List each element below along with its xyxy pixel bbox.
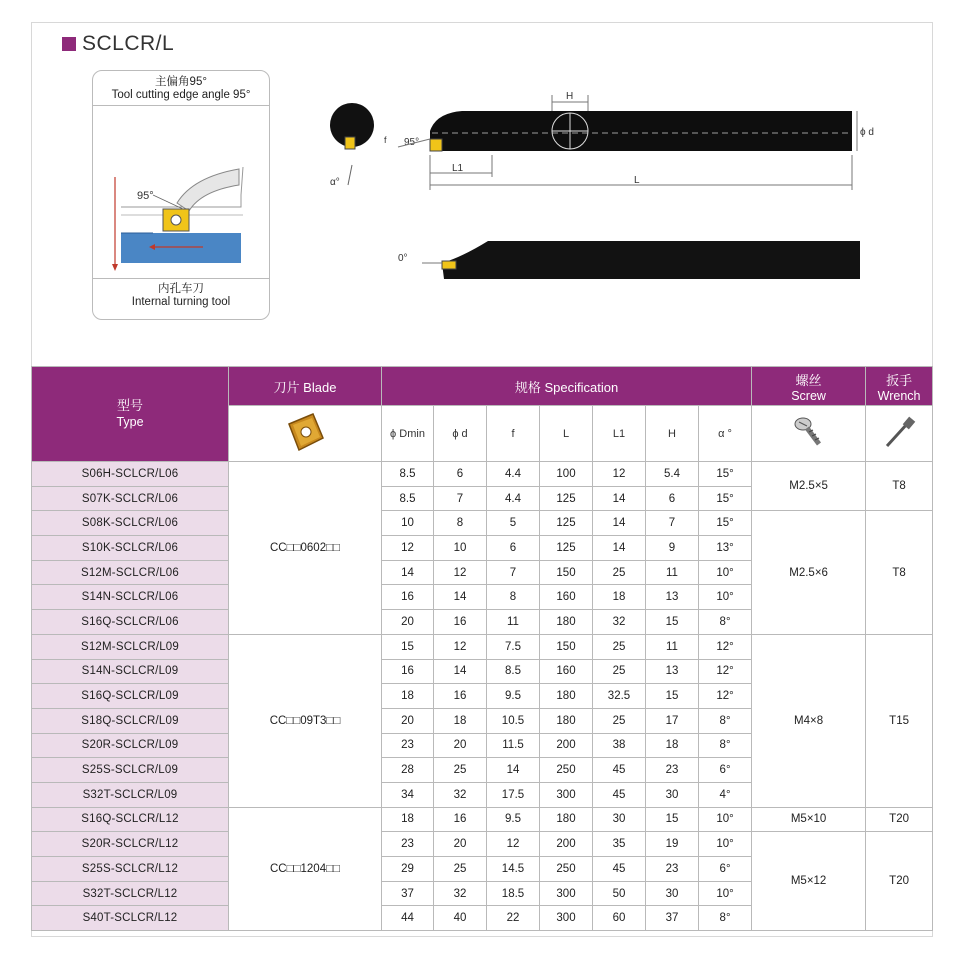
- type-cell: S06H-SCLCR/L06: [32, 462, 229, 487]
- spec-value-cell: 6: [434, 462, 487, 487]
- spec-value-cell: 8.5: [382, 486, 434, 511]
- wrench-header-cn: 扳手: [886, 372, 913, 388]
- angle-95-label: 95°: [404, 137, 420, 148]
- wrench-cell: T15: [866, 634, 933, 807]
- spec-value-cell: 15: [382, 634, 434, 659]
- screw-cell: M4×8: [752, 634, 866, 807]
- spec-value-cell: 10°: [699, 585, 752, 610]
- wrench-icon: [879, 412, 919, 452]
- spec-value-cell: 19: [646, 832, 699, 857]
- spec-value-cell: 25: [593, 560, 646, 585]
- spec-value-cell: 300: [540, 881, 593, 906]
- spec-value-cell: 8: [487, 585, 540, 610]
- spec-value-cell: 150: [540, 560, 593, 585]
- spec-value-cell: 12: [434, 634, 487, 659]
- panel-divider-top: [93, 105, 269, 106]
- screw-image: [752, 406, 866, 462]
- spec-value-cell: 6°: [699, 857, 752, 882]
- type-cell: S14N-SCLCR/L06: [32, 585, 229, 610]
- wrench-cell: T8: [866, 511, 933, 634]
- spec-value-cell: 30: [593, 807, 646, 832]
- spec-value-cell: 10°: [699, 881, 752, 906]
- spec-value-cell: 35: [593, 832, 646, 857]
- spec-value-cell: 6°: [699, 758, 752, 783]
- type-cell: S16Q-SCLCR/L09: [32, 684, 229, 709]
- type-cell: S08K-SCLCR/L06: [32, 511, 229, 536]
- spec-value-cell: 4.4: [487, 462, 540, 487]
- wrench-image: [866, 406, 933, 462]
- screw-cell: M2.5×5: [752, 462, 866, 511]
- blade-cell: CC□□09T3□□: [229, 634, 382, 807]
- spec-value-cell: 11: [646, 634, 699, 659]
- col-h: H: [646, 406, 699, 462]
- table-row: [32, 832, 933, 857]
- spec-value-cell: 25: [434, 758, 487, 783]
- spec-value-cell: 160: [540, 659, 593, 684]
- spec-value-cell: 40: [434, 906, 487, 931]
- spec-value-cell: 7: [487, 560, 540, 585]
- spec-value-cell: 200: [540, 733, 593, 758]
- type-header-cn: 型号: [116, 398, 143, 413]
- spec-value-cell: 16: [382, 659, 434, 684]
- type-header: [32, 367, 229, 462]
- screw-header-cn: 螺丝: [795, 372, 822, 388]
- spec-value-cell: 16: [434, 807, 487, 832]
- spec-value-cell: 125: [540, 511, 593, 536]
- tool-type-cn: 内孔车刀: [158, 283, 204, 295]
- spec-value-cell: 18: [593, 585, 646, 610]
- screw-cell: M2.5×6: [752, 511, 866, 634]
- spec-value-cell: 45: [593, 782, 646, 807]
- spec-value-cell: 25: [434, 857, 487, 882]
- spec-value-cell: 250: [540, 758, 593, 783]
- type-cell: S20R-SCLCR/L09: [32, 733, 229, 758]
- title-marker: [62, 37, 76, 51]
- spec-value-cell: 32: [434, 782, 487, 807]
- spec-value-cell: 23: [382, 733, 434, 758]
- col-d: ϕ d: [434, 406, 487, 462]
- type-cell: S20R-SCLCR/L12: [32, 832, 229, 857]
- spec-value-cell: 18: [434, 708, 487, 733]
- spec-value-cell: 12°: [699, 634, 752, 659]
- col-dmin: ϕ Dmin: [382, 406, 434, 462]
- spec-value-cell: 14: [593, 536, 646, 561]
- spec-value-cell: 5.4: [646, 462, 699, 487]
- spec-value-cell: 14: [593, 511, 646, 536]
- spec-value-cell: 23: [382, 832, 434, 857]
- spec-value-cell: 5: [487, 511, 540, 536]
- spec-value-cell: 17: [646, 708, 699, 733]
- spec-value-cell: 180: [540, 684, 593, 709]
- screw-cell: M5×12: [752, 832, 866, 931]
- boring-bar-body: [430, 111, 852, 151]
- spec-value-cell: 16: [382, 585, 434, 610]
- spec-value-cell: 15°: [699, 462, 752, 487]
- spec-value-cell: 8.5: [382, 462, 434, 487]
- screw-header: [752, 367, 866, 406]
- spec-value-cell: 14: [382, 560, 434, 585]
- spec-value-cell: 14: [434, 585, 487, 610]
- spec-value-cell: 200: [540, 832, 593, 857]
- spec-value-cell: 12°: [699, 684, 752, 709]
- table-row: [32, 511, 933, 536]
- internal-turning-illustration: [93, 107, 269, 277]
- spec-value-cell: 25: [593, 708, 646, 733]
- col-f: f: [487, 406, 540, 462]
- spec-value-cell: 45: [593, 758, 646, 783]
- spec-value-cell: 29: [382, 857, 434, 882]
- spec-value-cell: 37: [646, 906, 699, 931]
- blade-header: 刀片 Blade: [229, 367, 382, 406]
- spec-value-cell: 9.5: [487, 684, 540, 709]
- spec-value-cell: 25: [593, 634, 646, 659]
- spec-value-cell: 11.5: [487, 733, 540, 758]
- panel-divider-bottom: [93, 278, 269, 279]
- table-row: [32, 634, 933, 659]
- spec-value-cell: 10: [382, 511, 434, 536]
- spec-value-cell: 37: [382, 881, 434, 906]
- spec-value-cell: 8°: [699, 733, 752, 758]
- spec-value-cell: 20: [382, 708, 434, 733]
- h-dimension-label: H: [566, 91, 574, 102]
- type-cell: S25S-SCLCR/L09: [32, 758, 229, 783]
- col-l: L: [540, 406, 593, 462]
- blade-cell: CC□□1204□□: [229, 807, 382, 930]
- side-view-insert: [442, 261, 456, 269]
- boring-bar-drawing: [312, 85, 892, 295]
- spec-value-cell: 300: [540, 782, 593, 807]
- spec-value-cell: 34: [382, 782, 434, 807]
- end-view-insert: [345, 137, 355, 149]
- spec-value-cell: 11: [646, 560, 699, 585]
- spec-value-cell: 14: [487, 758, 540, 783]
- angle-caption-cn: 主偏角95°: [155, 76, 207, 88]
- spec-value-cell: 30: [646, 782, 699, 807]
- boring-bar-side-view: [442, 241, 860, 279]
- table-row: [32, 807, 933, 832]
- spec-value-cell: 44: [382, 906, 434, 931]
- spec-value-cell: 10: [434, 536, 487, 561]
- specification-header: 规格 Specification: [382, 367, 752, 406]
- spec-value-cell: 160: [540, 585, 593, 610]
- spec-value-cell: 18: [382, 684, 434, 709]
- spec-value-cell: 150: [540, 634, 593, 659]
- spec-value-cell: 300: [540, 906, 593, 931]
- spec-value-cell: 10.5: [487, 708, 540, 733]
- spec-value-cell: 32: [593, 610, 646, 635]
- spec-value-cell: 28: [382, 758, 434, 783]
- spec-value-cell: 15°: [699, 511, 752, 536]
- spec-value-cell: 14: [593, 486, 646, 511]
- spec-value-cell: 18: [646, 733, 699, 758]
- spec-value-cell: 8°: [699, 708, 752, 733]
- spec-value-cell: 100: [540, 462, 593, 487]
- spec-value-cell: 8°: [699, 610, 752, 635]
- table-row: [32, 462, 933, 487]
- blade-insert-icon: [283, 410, 327, 454]
- spec-value-cell: 12: [434, 560, 487, 585]
- spec-value-cell: 4°: [699, 782, 752, 807]
- spec-value-cell: 20: [434, 733, 487, 758]
- spec-value-cell: 45: [593, 857, 646, 882]
- spec-value-cell: 8.5: [487, 659, 540, 684]
- cutting-insert: [430, 139, 442, 151]
- spec-value-cell: 30: [646, 881, 699, 906]
- spec-value-cell: 12: [593, 462, 646, 487]
- panel-angle-label: 95°: [137, 190, 154, 202]
- col-alpha: α °: [699, 406, 752, 462]
- spec-value-cell: 12: [487, 832, 540, 857]
- spec-value-cell: 180: [540, 807, 593, 832]
- specification-rows: [32, 462, 933, 931]
- spec-value-cell: 13: [646, 659, 699, 684]
- spec-value-cell: 4.4: [487, 486, 540, 511]
- spec-value-cell: 23: [646, 758, 699, 783]
- spec-value-cell: 180: [540, 610, 593, 635]
- zero-angle-label: 0°: [398, 253, 408, 264]
- wrench-cell: T8: [866, 462, 933, 511]
- spec-value-cell: 50: [593, 881, 646, 906]
- type-cell: S16Q-SCLCR/L06: [32, 610, 229, 635]
- type-cell: S40T-SCLCR/L12: [32, 906, 229, 931]
- spec-value-cell: 14: [434, 659, 487, 684]
- spec-value-cell: 15°: [699, 486, 752, 511]
- f-label: f: [384, 135, 387, 145]
- spec-value-cell: 14.5: [487, 857, 540, 882]
- col-l1: L1: [593, 406, 646, 462]
- spec-value-cell: 16: [434, 684, 487, 709]
- spec-value-cell: 60: [593, 906, 646, 931]
- spec-value-cell: 8: [434, 511, 487, 536]
- screw-icon: [789, 412, 829, 452]
- type-cell: S12M-SCLCR/L09: [32, 634, 229, 659]
- spec-value-cell: 16: [434, 610, 487, 635]
- spec-value-cell: 17.5: [487, 782, 540, 807]
- wrench-header-en: Wrench: [877, 388, 921, 403]
- specification-table: [31, 366, 933, 931]
- spec-value-cell: 15: [646, 807, 699, 832]
- spec-value-cell: 12°: [699, 659, 752, 684]
- spec-value-cell: 13°: [699, 536, 752, 561]
- title-row: [62, 32, 174, 56]
- type-cell: S18Q-SCLCR/L09: [32, 708, 229, 733]
- screw-header-en: Screw: [791, 388, 826, 403]
- spec-value-cell: 12: [382, 536, 434, 561]
- tool-type-en: Internal turning tool: [131, 296, 231, 308]
- spec-value-cell: 125: [540, 536, 593, 561]
- spec-value-cell: 10°: [699, 560, 752, 585]
- spec-value-cell: 25: [593, 659, 646, 684]
- spec-value-cell: 11: [487, 610, 540, 635]
- cutting-angle-panel: [92, 70, 270, 320]
- spec-value-cell: 23: [646, 857, 699, 882]
- spec-value-cell: 20: [382, 610, 434, 635]
- spec-value-cell: 15: [646, 684, 699, 709]
- spec-value-cell: 32: [434, 881, 487, 906]
- spec-value-cell: 180: [540, 708, 593, 733]
- spec-value-cell: 38: [593, 733, 646, 758]
- spec-value-cell: 8°: [699, 906, 752, 931]
- diameter-label: ϕ d: [860, 127, 874, 138]
- spec-value-cell: 18: [382, 807, 434, 832]
- spec-value-cell: 22: [487, 906, 540, 931]
- spec-value-cell: 32.5: [593, 684, 646, 709]
- type-cell: S14N-SCLCR/L09: [32, 659, 229, 684]
- spec-value-cell: 9.5: [487, 807, 540, 832]
- spec-value-cell: 7: [434, 486, 487, 511]
- spec-value-cell: 7.5: [487, 634, 540, 659]
- spec-value-cell: 6: [646, 486, 699, 511]
- blade-cell: CC□□0602□□: [229, 462, 382, 635]
- blade-insert-image: [229, 406, 382, 462]
- spec-value-cell: 13: [646, 585, 699, 610]
- type-cell: S12M-SCLCR/L06: [32, 560, 229, 585]
- spec-value-cell: 10°: [699, 832, 752, 857]
- angle-caption-en: Tool cutting edge angle 95°: [111, 89, 251, 101]
- type-cell: S25S-SCLCR/L12: [32, 857, 229, 882]
- page-title: SCLCR/L: [82, 32, 175, 55]
- type-cell: S10K-SCLCR/L06: [32, 536, 229, 561]
- spec-value-cell: 10°: [699, 807, 752, 832]
- spec-value-cell: 125: [540, 486, 593, 511]
- wrench-header: [866, 367, 933, 406]
- wrench-cell: T20: [866, 832, 933, 931]
- l1-label: L1: [452, 163, 464, 174]
- type-cell: S32T-SCLCR/L09: [32, 782, 229, 807]
- l-label: L: [634, 175, 640, 186]
- spec-value-cell: 18.5: [487, 881, 540, 906]
- spec-value-cell: 15: [646, 610, 699, 635]
- alpha-label: α°: [330, 177, 340, 188]
- spec-value-cell: 250: [540, 857, 593, 882]
- wrench-cell: T20: [866, 807, 933, 832]
- type-cell: S16Q-SCLCR/L12: [32, 807, 229, 832]
- type-header-en: Type: [116, 415, 144, 429]
- spec-value-cell: 20: [434, 832, 487, 857]
- spec-value-cell: 6: [487, 536, 540, 561]
- type-cell: S07K-SCLCR/L06: [32, 486, 229, 511]
- type-cell: S32T-SCLCR/L12: [32, 881, 229, 906]
- spec-value-cell: 9: [646, 536, 699, 561]
- spec-value-cell: 7: [646, 511, 699, 536]
- screw-cell: M5×10: [752, 807, 866, 832]
